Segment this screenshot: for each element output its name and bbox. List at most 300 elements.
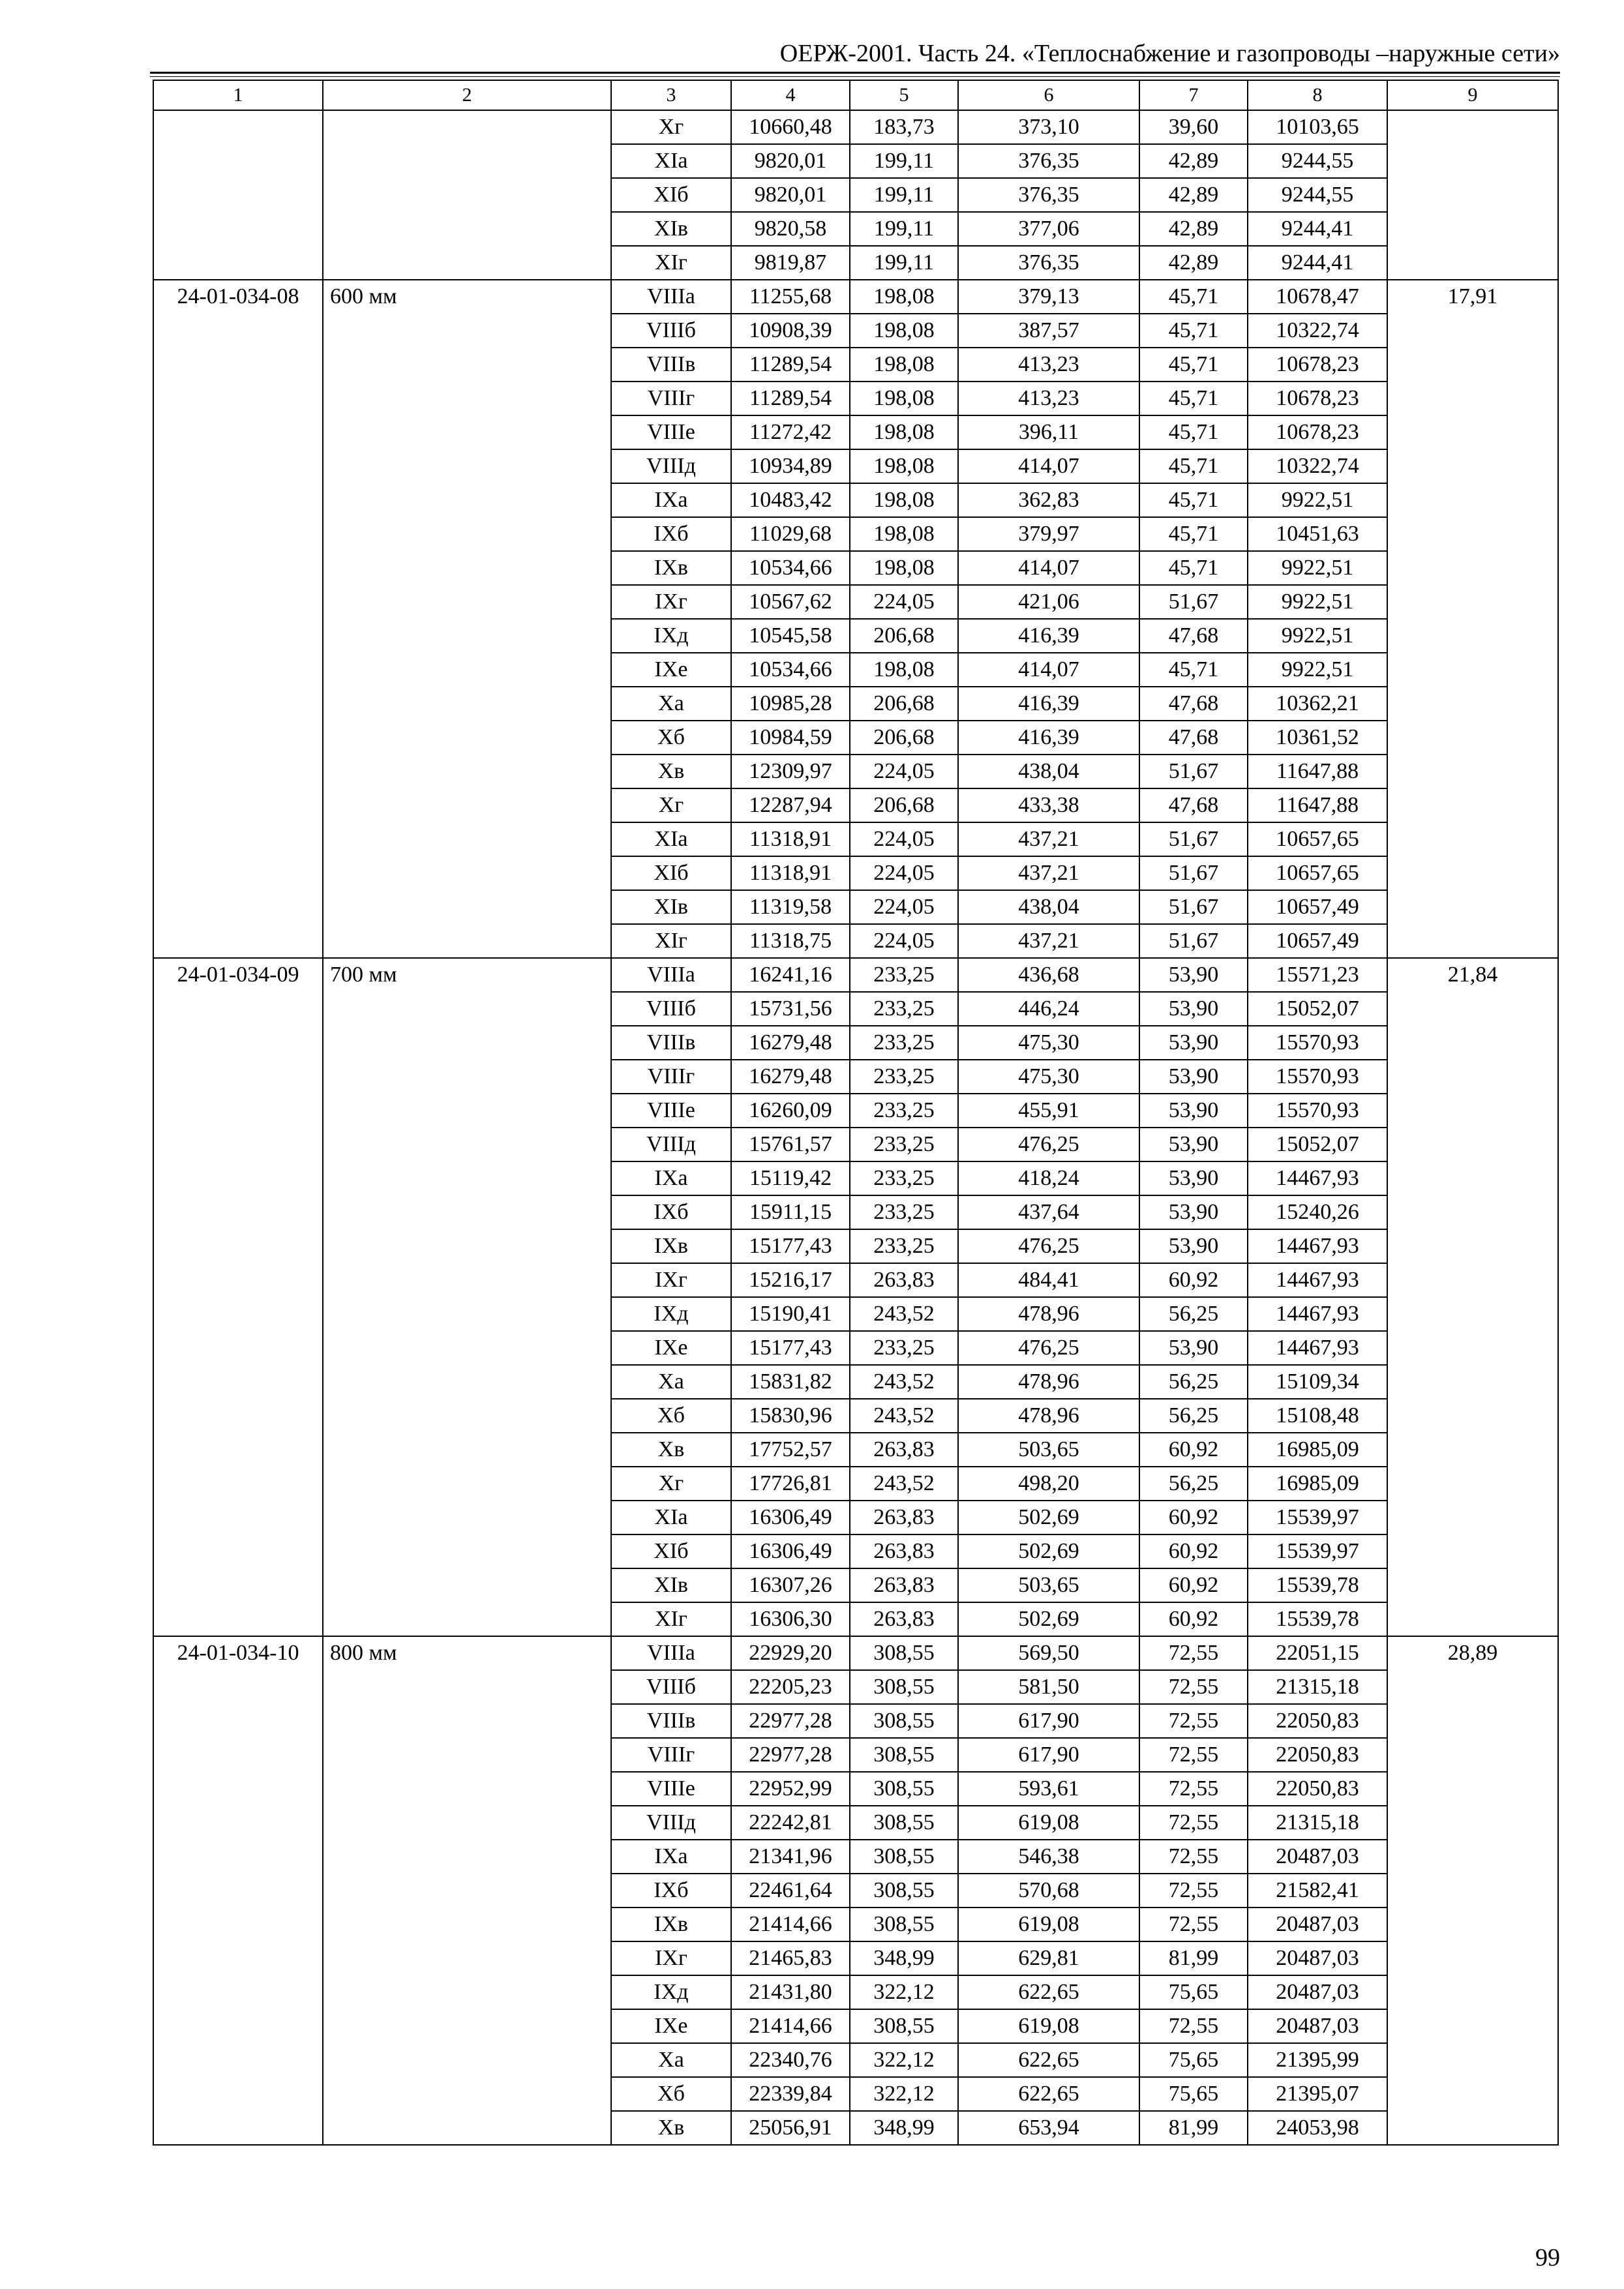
wages-cell: 224,05 (850, 924, 958, 958)
machines-cell: 416,39 (958, 721, 1139, 755)
materials-cell: 9244,55 (1248, 144, 1387, 178)
zone-cell: Хг (611, 110, 731, 144)
price-table (153, 80, 1559, 2146)
materials-cell: 21315,18 (1248, 1806, 1387, 1840)
wages-cell: 263,83 (850, 1602, 958, 1636)
machines-cell: 619,08 (958, 1806, 1139, 1840)
machines-cell: 476,25 (958, 1128, 1139, 1161)
total-cost-cell: 10534,66 (731, 551, 850, 585)
operators-wages-cell: 53,90 (1139, 1026, 1248, 1060)
operators-wages-cell: 42,89 (1139, 212, 1248, 246)
zone-cell: IXa (611, 1161, 731, 1195)
materials-cell: 21315,18 (1248, 1670, 1387, 1704)
operators-wages-cell: 51,67 (1139, 755, 1248, 788)
zone-cell: VIIIд (611, 1806, 731, 1840)
materials-cell: 9922,51 (1248, 551, 1387, 585)
materials-cell: 10657,49 (1248, 924, 1387, 958)
materials-cell: 9244,41 (1248, 212, 1387, 246)
total-cost-cell: 15831,82 (731, 1365, 850, 1399)
labor-cost-cell: 21,84 (1387, 958, 1558, 1636)
total-cost-cell: 10934,89 (731, 449, 850, 483)
operators-wages-cell: 75,65 (1139, 2043, 1248, 2077)
materials-cell: 16985,09 (1248, 1467, 1387, 1501)
machines-cell: 475,30 (958, 1060, 1139, 1094)
wages-cell: 183,73 (850, 110, 958, 144)
wages-cell: 348,99 (850, 2111, 958, 2145)
wages-cell: 224,05 (850, 822, 958, 856)
total-cost-cell: 10908,39 (731, 314, 850, 348)
total-cost-cell: 15190,41 (731, 1297, 850, 1331)
wages-cell: 233,25 (850, 958, 958, 992)
rate-code-cell (153, 110, 323, 280)
zone-cell: Xб (611, 2077, 731, 2111)
machines-cell: 617,90 (958, 1704, 1139, 1738)
operators-wages-cell: 45,71 (1139, 382, 1248, 415)
machines-cell: 478,96 (958, 1399, 1139, 1433)
operators-wages-cell: 47,68 (1139, 788, 1248, 822)
materials-cell: 21582,41 (1248, 1874, 1387, 1908)
wages-cell: 206,68 (850, 788, 958, 822)
total-cost-cell: 21414,66 (731, 1908, 850, 1941)
materials-cell: 22050,83 (1248, 1704, 1387, 1738)
zone-cell: Xa (611, 2043, 731, 2077)
wages-cell: 308,55 (850, 1806, 958, 1840)
total-cost-cell: 15119,42 (731, 1161, 850, 1195)
machines-cell: 433,38 (958, 788, 1139, 822)
materials-cell: 15570,93 (1248, 1026, 1387, 1060)
machines-cell: 414,07 (958, 449, 1139, 483)
operators-wages-cell: 56,25 (1139, 1365, 1248, 1399)
labor-cost-cell: 28,89 (1387, 1636, 1558, 2145)
wages-cell: 199,11 (850, 178, 958, 212)
materials-cell: 15570,93 (1248, 1060, 1387, 1094)
operators-wages-cell: 45,71 (1139, 348, 1248, 382)
machines-cell: 438,04 (958, 890, 1139, 924)
machines-cell: 502,69 (958, 1602, 1139, 1636)
zone-cell: IXв (611, 1229, 731, 1263)
total-cost-cell: 11318,91 (731, 822, 850, 856)
wages-cell: 308,55 (850, 1738, 958, 1772)
total-cost-cell: 15731,56 (731, 992, 850, 1026)
wages-cell: 348,99 (850, 1941, 958, 1975)
column-number-row (153, 80, 1558, 110)
total-cost-cell: 9819,87 (731, 246, 850, 280)
zone-cell: IXг (611, 1941, 731, 1975)
wages-cell: 233,25 (850, 1060, 958, 1094)
operators-wages-cell: 39,60 (1139, 110, 1248, 144)
wages-cell: 206,68 (850, 687, 958, 721)
column-number: 1 (153, 80, 323, 110)
materials-cell: 22051,15 (1248, 1636, 1387, 1670)
operators-wages-cell: 45,71 (1139, 314, 1248, 348)
machines-cell: 437,21 (958, 924, 1139, 958)
machines-cell: 387,57 (958, 314, 1139, 348)
total-cost-cell: 12287,94 (731, 788, 850, 822)
materials-cell: 9922,51 (1248, 619, 1387, 653)
wages-cell: 308,55 (850, 1874, 958, 1908)
zone-cell: IXб (611, 517, 731, 551)
wages-cell: 308,55 (850, 1908, 958, 1941)
operators-wages-cell: 72,55 (1139, 1636, 1248, 1670)
machines-cell: 376,35 (958, 178, 1139, 212)
total-cost-cell: 16307,26 (731, 1568, 850, 1602)
machines-cell: 622,65 (958, 2077, 1139, 2111)
total-cost-cell: 15911,15 (731, 1195, 850, 1229)
materials-cell: 20487,03 (1248, 1840, 1387, 1874)
operators-wages-cell: 45,71 (1139, 551, 1248, 585)
total-cost-cell: 25056,91 (731, 2111, 850, 2145)
total-cost-cell: 16241,16 (731, 958, 850, 992)
operators-wages-cell: 72,55 (1139, 1738, 1248, 1772)
zone-cell: XIг (611, 246, 731, 280)
materials-cell: 10678,23 (1248, 348, 1387, 382)
total-cost-cell: 11319,58 (731, 890, 850, 924)
operators-wages-cell: 60,92 (1139, 1568, 1248, 1602)
wages-cell: 199,11 (850, 144, 958, 178)
materials-cell: 10362,21 (1248, 687, 1387, 721)
operators-wages-cell: 42,89 (1139, 246, 1248, 280)
zone-cell: IXe (611, 653, 731, 687)
machines-cell: 418,24 (958, 1161, 1139, 1195)
diameter-cell (323, 110, 611, 280)
machines-cell: 478,96 (958, 1297, 1139, 1331)
materials-cell: 21395,07 (1248, 2077, 1387, 2111)
total-cost-cell: 10660,48 (731, 110, 850, 144)
zone-cell: IXe (611, 1331, 731, 1365)
zone-cell: XIг (611, 924, 731, 958)
materials-cell: 10657,65 (1248, 856, 1387, 890)
zone-cell: VIIIб (611, 314, 731, 348)
operators-wages-cell: 81,99 (1139, 1941, 1248, 1975)
total-cost-cell: 17752,57 (731, 1433, 850, 1467)
wages-cell: 243,52 (850, 1365, 958, 1399)
operators-wages-cell: 53,90 (1139, 1331, 1248, 1365)
total-cost-cell: 16260,09 (731, 1094, 850, 1128)
materials-cell: 10678,23 (1248, 382, 1387, 415)
materials-cell: 15052,07 (1248, 1128, 1387, 1161)
wages-cell: 263,83 (850, 1534, 958, 1568)
zone-cell: Xб (611, 1399, 731, 1433)
operators-wages-cell: 53,90 (1139, 1128, 1248, 1161)
operators-wages-cell: 60,92 (1139, 1501, 1248, 1534)
wages-cell: 198,08 (850, 314, 958, 348)
wages-cell: 233,25 (850, 1331, 958, 1365)
total-cost-cell: 11029,68 (731, 517, 850, 551)
operators-wages-cell: 42,89 (1139, 144, 1248, 178)
machines-cell: 396,11 (958, 415, 1139, 449)
materials-cell: 15539,78 (1248, 1568, 1387, 1602)
wages-cell: 206,68 (850, 721, 958, 755)
operators-wages-cell: 56,25 (1139, 1467, 1248, 1501)
zone-cell: XIг (611, 1602, 731, 1636)
materials-cell: 10103,65 (1248, 110, 1387, 144)
zone-cell: Xв (611, 1433, 731, 1467)
materials-cell: 10361,52 (1248, 721, 1387, 755)
total-cost-cell: 11289,54 (731, 348, 850, 382)
operators-wages-cell: 60,92 (1139, 1602, 1248, 1636)
total-cost-cell: 22929,20 (731, 1636, 850, 1670)
operators-wages-cell: 56,25 (1139, 1297, 1248, 1331)
total-cost-cell: 22952,99 (731, 1772, 850, 1806)
wages-cell: 233,25 (850, 1161, 958, 1195)
zone-cell: VIIIд (611, 449, 731, 483)
zone-cell: XIб (611, 856, 731, 890)
machines-cell: 376,35 (958, 144, 1139, 178)
materials-cell: 22050,83 (1248, 1772, 1387, 1806)
operators-wages-cell: 45,71 (1139, 483, 1248, 517)
total-cost-cell: 21431,80 (731, 1975, 850, 2009)
wages-cell: 224,05 (850, 890, 958, 924)
operators-wages-cell: 53,90 (1139, 1195, 1248, 1229)
total-cost-cell: 9820,58 (731, 212, 850, 246)
table-row (153, 1636, 1558, 1670)
zone-cell: VIIIб (611, 992, 731, 1026)
machines-cell: 437,21 (958, 822, 1139, 856)
materials-cell: 14467,93 (1248, 1331, 1387, 1365)
materials-cell: 20487,03 (1248, 2009, 1387, 2043)
zone-cell: XIa (611, 144, 731, 178)
zone-cell: XIв (611, 890, 731, 924)
wages-cell: 308,55 (850, 1704, 958, 1738)
labor-cost-cell (1387, 110, 1558, 280)
wages-cell: 233,25 (850, 1195, 958, 1229)
zone-cell: Xв (611, 755, 731, 788)
total-cost-cell: 16306,49 (731, 1534, 850, 1568)
zone-cell: IXг (611, 1263, 731, 1297)
zone-cell: IXб (611, 1874, 731, 1908)
total-cost-cell: 11289,54 (731, 382, 850, 415)
materials-cell: 15539,78 (1248, 1602, 1387, 1636)
rate-code-cell: 24-01-034-10 (153, 1636, 323, 2145)
machines-cell: 619,08 (958, 2009, 1139, 2043)
zone-cell: IXв (611, 1908, 731, 1941)
total-cost-cell: 22242,81 (731, 1806, 850, 1840)
zone-cell: VIIIг (611, 382, 731, 415)
materials-cell: 15108,48 (1248, 1399, 1387, 1433)
column-number: 6 (958, 80, 1139, 110)
operators-wages-cell: 47,68 (1139, 687, 1248, 721)
operators-wages-cell: 51,67 (1139, 822, 1248, 856)
wages-cell: 198,08 (850, 449, 958, 483)
machines-cell: 377,06 (958, 212, 1139, 246)
column-number: 2 (323, 80, 611, 110)
total-cost-cell: 15830,96 (731, 1399, 850, 1433)
total-cost-cell: 17726,81 (731, 1467, 850, 1501)
operators-wages-cell: 53,90 (1139, 992, 1248, 1026)
materials-cell: 10322,74 (1248, 314, 1387, 348)
machines-cell: 379,13 (958, 280, 1139, 314)
operators-wages-cell: 72,55 (1139, 1704, 1248, 1738)
operators-wages-cell: 47,68 (1139, 619, 1248, 653)
zone-cell: VIIIв (611, 1704, 731, 1738)
operators-wages-cell: 60,92 (1139, 1263, 1248, 1297)
machines-cell: 570,68 (958, 1874, 1139, 1908)
wages-cell: 233,25 (850, 1128, 958, 1161)
materials-cell: 15109,34 (1248, 1365, 1387, 1399)
wages-cell: 263,83 (850, 1433, 958, 1467)
zone-cell: IXa (611, 1840, 731, 1874)
materials-cell: 10657,49 (1248, 890, 1387, 924)
operators-wages-cell: 51,67 (1139, 924, 1248, 958)
machines-cell: 593,61 (958, 1772, 1139, 1806)
operators-wages-cell: 60,92 (1139, 1433, 1248, 1467)
zone-cell: VIIIб (611, 1670, 731, 1704)
materials-cell: 10657,65 (1248, 822, 1387, 856)
zone-cell: IXд (611, 1297, 731, 1331)
total-cost-cell: 22339,84 (731, 2077, 850, 2111)
operators-wages-cell: 72,55 (1139, 1840, 1248, 1874)
operators-wages-cell: 72,55 (1139, 1806, 1248, 1840)
total-cost-cell: 10567,62 (731, 585, 850, 619)
materials-cell: 15571,23 (1248, 958, 1387, 992)
operators-wages-cell: 81,99 (1139, 2111, 1248, 2145)
zone-cell: VIIIe (611, 1772, 731, 1806)
machines-cell: 622,65 (958, 2043, 1139, 2077)
zone-cell: XIв (611, 212, 731, 246)
column-number: 5 (850, 80, 958, 110)
wages-cell: 308,55 (850, 1772, 958, 1806)
materials-cell: 9922,51 (1248, 483, 1387, 517)
operators-wages-cell: 53,90 (1139, 1161, 1248, 1195)
table-row (153, 958, 1558, 992)
operators-wages-cell: 45,71 (1139, 653, 1248, 687)
total-cost-cell: 10985,28 (731, 687, 850, 721)
diameter-cell: 700 мм (323, 958, 611, 1636)
materials-cell: 15539,97 (1248, 1501, 1387, 1534)
operators-wages-cell: 51,67 (1139, 856, 1248, 890)
machines-cell: 373,10 (958, 110, 1139, 144)
wages-cell: 243,52 (850, 1467, 958, 1501)
total-cost-cell: 16306,49 (731, 1501, 850, 1534)
machines-cell: 475,30 (958, 1026, 1139, 1060)
table-row (153, 110, 1558, 144)
machines-cell: 416,39 (958, 619, 1139, 653)
machines-cell: 502,69 (958, 1534, 1139, 1568)
operators-wages-cell: 42,89 (1139, 178, 1248, 212)
operators-wages-cell: 53,90 (1139, 958, 1248, 992)
wages-cell: 263,83 (850, 1501, 958, 1534)
total-cost-cell: 15177,43 (731, 1229, 850, 1263)
wages-cell: 263,83 (850, 1263, 958, 1297)
machines-cell: 498,20 (958, 1467, 1139, 1501)
materials-cell: 10451,63 (1248, 517, 1387, 551)
total-cost-cell: 22205,23 (731, 1670, 850, 1704)
machines-cell: 413,23 (958, 348, 1139, 382)
machines-cell: 546,38 (958, 1840, 1139, 1874)
total-cost-cell: 21465,83 (731, 1941, 850, 1975)
wages-cell: 199,11 (850, 246, 958, 280)
zone-cell: VIIIв (611, 1026, 731, 1060)
zone-cell: Xб (611, 721, 731, 755)
wages-cell: 198,08 (850, 653, 958, 687)
zone-cell: Xг (611, 1467, 731, 1501)
machines-cell: 502,69 (958, 1501, 1139, 1534)
column-number: 8 (1248, 80, 1387, 110)
materials-cell: 9922,51 (1248, 653, 1387, 687)
wages-cell: 322,12 (850, 1975, 958, 2009)
wages-cell: 308,55 (850, 2009, 958, 2043)
materials-cell: 10322,74 (1248, 449, 1387, 483)
wages-cell: 224,05 (850, 585, 958, 619)
column-number: 4 (731, 80, 850, 110)
total-cost-cell: 15216,17 (731, 1263, 850, 1297)
machines-cell: 437,21 (958, 856, 1139, 890)
total-cost-cell: 10483,42 (731, 483, 850, 517)
wages-cell: 308,55 (850, 1840, 958, 1874)
total-cost-cell: 22977,28 (731, 1738, 850, 1772)
wages-cell: 233,25 (850, 1026, 958, 1060)
materials-cell: 15570,93 (1248, 1094, 1387, 1128)
zone-cell: IXa (611, 483, 731, 517)
wages-cell: 198,08 (850, 382, 958, 415)
wages-cell: 308,55 (850, 1636, 958, 1670)
machines-cell: 476,25 (958, 1229, 1139, 1263)
column-number: 7 (1139, 80, 1248, 110)
machines-cell: 484,41 (958, 1263, 1139, 1297)
machines-cell: 503,65 (958, 1433, 1139, 1467)
total-cost-cell: 21414,66 (731, 2009, 850, 2043)
operators-wages-cell: 45,71 (1139, 517, 1248, 551)
wages-cell: 263,83 (850, 1568, 958, 1602)
machines-cell: 414,07 (958, 551, 1139, 585)
total-cost-cell: 21341,96 (731, 1840, 850, 1874)
machines-cell: 629,81 (958, 1941, 1139, 1975)
machines-cell: 653,94 (958, 2111, 1139, 2145)
materials-cell: 21395,99 (1248, 2043, 1387, 2077)
total-cost-cell: 16306,30 (731, 1602, 850, 1636)
table-row (153, 280, 1558, 314)
header-rule-thick (150, 72, 1560, 74)
machines-cell: 413,23 (958, 382, 1139, 415)
operators-wages-cell: 72,55 (1139, 1908, 1248, 1941)
wages-cell: 198,08 (850, 348, 958, 382)
materials-cell: 15539,97 (1248, 1534, 1387, 1568)
machines-cell: 376,35 (958, 246, 1139, 280)
machines-cell: 379,97 (958, 517, 1139, 551)
operators-wages-cell: 45,71 (1139, 280, 1248, 314)
zone-cell: XIб (611, 1534, 731, 1568)
zone-cell: IXв (611, 551, 731, 585)
materials-cell: 14467,93 (1248, 1229, 1387, 1263)
wages-cell: 243,52 (850, 1297, 958, 1331)
total-cost-cell: 16279,48 (731, 1060, 850, 1094)
total-cost-cell: 16279,48 (731, 1026, 850, 1060)
machines-cell: 421,06 (958, 585, 1139, 619)
operators-wages-cell: 56,25 (1139, 1399, 1248, 1433)
zone-cell: Xa (611, 1365, 731, 1399)
wages-cell: 198,08 (850, 551, 958, 585)
wages-cell: 198,08 (850, 415, 958, 449)
operators-wages-cell: 72,55 (1139, 1670, 1248, 1704)
machines-cell: 476,25 (958, 1331, 1139, 1365)
zone-cell: VIIIe (611, 1094, 731, 1128)
column-number: 3 (611, 80, 731, 110)
machines-cell: 446,24 (958, 992, 1139, 1026)
wages-cell: 224,05 (850, 856, 958, 890)
machines-cell: 362,83 (958, 483, 1139, 517)
zone-cell: VIIIг (611, 1738, 731, 1772)
materials-cell: 22050,83 (1248, 1738, 1387, 1772)
wages-cell: 198,08 (850, 483, 958, 517)
zone-cell: VIIIв (611, 348, 731, 382)
machines-cell: 414,07 (958, 653, 1139, 687)
operators-wages-cell: 51,67 (1139, 585, 1248, 619)
total-cost-cell: 22977,28 (731, 1704, 850, 1738)
total-cost-cell: 10545,58 (731, 619, 850, 653)
zone-cell: VIIIe (611, 415, 731, 449)
materials-cell: 20487,03 (1248, 1975, 1387, 2009)
zone-cell: Xг (611, 788, 731, 822)
